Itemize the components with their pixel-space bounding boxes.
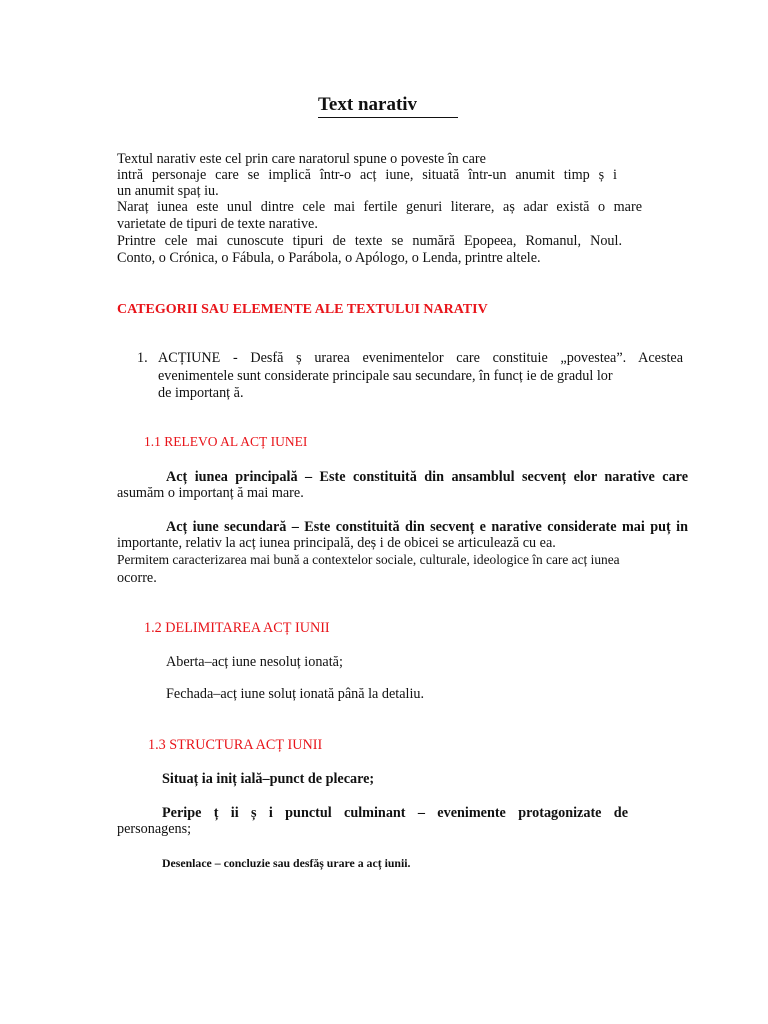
section-1-1-heading: 1.1 RELEVO AL ACȚ IUNEI: [144, 434, 308, 449]
s11-p1-line-2: asumăm o importanț ă mai mare.: [117, 485, 304, 501]
intro-line-2: intră personaje care se implică într-o acț iune, situată într-un anumit timp ș i: [117, 167, 617, 183]
intro-line-5: varietate de tipuri de texte narative.: [117, 216, 318, 232]
categories-heading: CATEGORII SAU ELEMENTE ALE TEXTULUI NARATIV: [117, 302, 488, 317]
intro-line-6: Printre cele mai cunoscute tipuri de texte se numără Epopeea, Romanul, Noul.: [117, 233, 622, 249]
item-1-line-3: de importanț ă.: [158, 385, 244, 401]
s13-line-3: Desenlace – concluzie sau desfăș urare a acț iunii.: [162, 856, 411, 870]
s13-line-1: Situaț ia iniț ială–punct de plecare;: [162, 771, 375, 787]
item-1-number: 1.: [137, 350, 148, 366]
s13-line-2a: Peripe ț ii ș i punctul culminant – evenimente protagonizate de: [162, 805, 628, 821]
s11-p2-line-2: importante, relativ la acț iunea principală, deș i de obicei se articulează cu ea.: [117, 535, 556, 551]
s13-line-2b: personagens;: [117, 821, 192, 837]
s11-p2-line-1: Acț iune secundară – Este constituită din secvenț e narative considerate mai puț in: [166, 519, 688, 535]
section-1-3-heading: 1.3 STRUCTURA ACȚ IUNII: [148, 737, 323, 753]
s12-line-2: Fechada–acț iune soluț ionată până la detaliu.: [166, 686, 425, 702]
item-1-line-2: evenimentele sunt considerate principale sau secundare, în funcț ie de gradul lor: [158, 368, 613, 384]
s12-line-1: Aberta–acț iune nesoluț ionată;: [166, 654, 343, 670]
section-1-2-heading: 1.2 DELIMITAREA ACȚ IUNII: [144, 620, 330, 636]
intro-line-1: Textul narativ este cel prin care naratorul spune o poveste în care: [117, 151, 486, 167]
intro-line-7: Conto, o Crónica, o Fábula, o Parábola, o Apólogo, o Lenda, printre altele.: [117, 250, 541, 266]
s11-p2-line-3: Permitem caracterizarea mai bună a contextelor sociale, culturale, ideologice în care acț iunea: [117, 552, 620, 567]
s11-p1-line-1: Acț iunea principală – Este constituită din ansamblul secvenț elor narative care: [166, 469, 688, 485]
page-title: Text narativ: [318, 94, 458, 118]
item-1-line-1: ACȚIUNE - Desfă ș urarea evenimentelor care constituie „povestea”. Acestea: [158, 350, 683, 366]
s11-p2-line-4: ocorre.: [117, 570, 157, 586]
intro-line-3: un anumit spaț iu.: [117, 183, 219, 199]
intro-line-4: Naraț iunea este unul dintre cele mai fertile genuri literare, aș adar există o mare: [117, 199, 642, 215]
